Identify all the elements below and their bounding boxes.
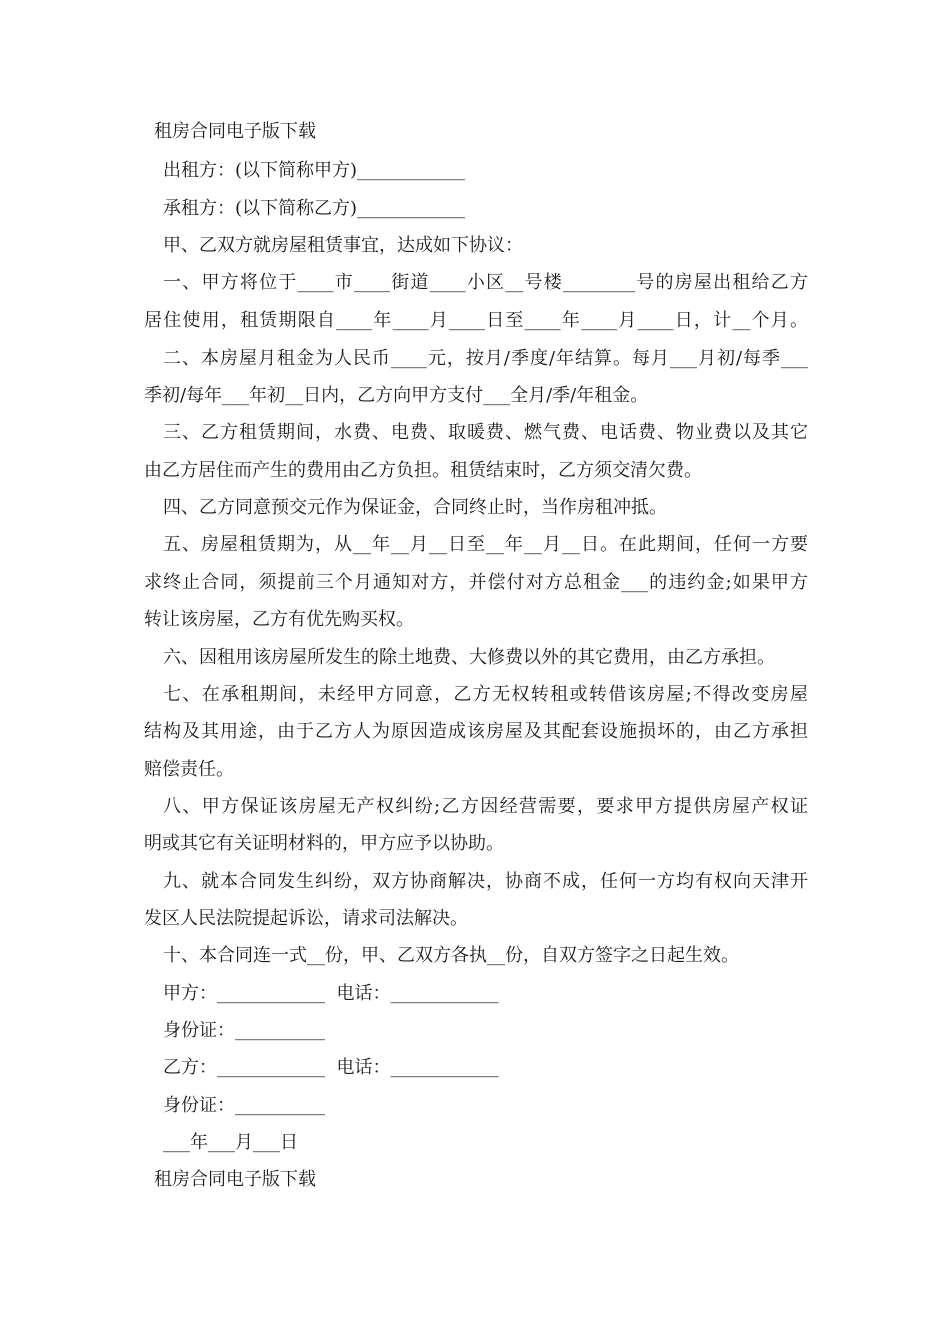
document-footer-title: 租房合同电子版下载	[154, 1169, 316, 1190]
party-a-signature: 甲方：____________ 电话：____________	[163, 983, 499, 1004]
clause-10-line-1: 十、本合同连一式__份，甲、乙双方各执__份，自双方签字之日起生效。	[163, 945, 739, 966]
clause-4-line-1: 四、乙方同意预交元作为保证金，合同终止时，当作房租冲抵。	[163, 497, 667, 518]
clause-3-line-2: 由乙方居住而产生的费用由乙方负担。租赁结束时，乙方须交清欠费。	[144, 460, 702, 481]
clause-7-line-3: 赔偿责任。	[144, 759, 234, 780]
intro-line: 甲、乙双方就房屋租赁事宜，达成如下协议：	[163, 235, 523, 256]
document-title: 租房合同电子版下载	[154, 121, 316, 142]
clause-8-line-1: 八、甲方保证该房屋无产权纠纷;乙方因经营需要，要求甲方提供房屋产权证	[163, 796, 808, 817]
clause-5-line-3: 转让该房屋，乙方有优先购买权。	[144, 609, 414, 630]
clause-1-line-2: 居住使用，租赁期限自____年____月____日至____年____月____日，计__个月。	[144, 310, 808, 331]
clause-6-line-1: 六、因租用该房屋所发生的除土地费、大修费以外的其它费用，由乙方承担。	[163, 647, 775, 668]
clause-2-line-1: 二、本房屋月租金为人民币____元，按月/季度/年结算。每月___月初/每季___	[163, 348, 808, 369]
party-b-signature: 乙方：____________ 电话：____________	[163, 1057, 499, 1078]
clause-9-line-2: 发区人民法院提起诉讼，请求司法解决。	[144, 908, 468, 929]
party-a-id: 身份证：__________	[163, 1020, 325, 1041]
clause-3-line-1: 三、乙方租赁期间，水费、电费、取暖费、燃气费、电话费、物业费以及其它	[163, 422, 808, 443]
clause-5-line-1: 五、房屋租赁期为，从__年__月__日至__年__月__日。在此期间，任何一方要	[163, 534, 808, 555]
party-b-id: 身份证：__________	[163, 1095, 325, 1116]
clause-1-line-1: 一、甲方将位于____市____街道____小区__号楼________号的房屋出租给乙方	[163, 272, 808, 293]
clause-8-line-2: 明或其它有关证明材料的，甲方应予以协助。	[144, 833, 504, 854]
lessee-line: 承租方：(以下简称乙方)____________	[163, 198, 466, 219]
signing-date: ___年___月___日	[163, 1132, 298, 1153]
clause-9-line-1: 九、就本合同发生纠纷，双方协商解决，协商不成，任何一方均有权向天津开	[163, 871, 808, 892]
clause-7-line-2: 结构及其用途，由于乙方人为原因造成该房屋及其配套设施损坏的，由乙方承担	[144, 721, 808, 742]
clause-5-line-2: 求终止合同，须提前三个月通知对方，并偿付对方总租金___的违约金;如果甲方	[144, 572, 808, 593]
clause-2-line-2: 季初/每年___年初__日内，乙方向甲方支付___全月/季/年租金。	[144, 385, 649, 406]
clause-7-line-1: 七、在承租期间，未经甲方同意，乙方无权转租或转借该房屋;不得改变房屋	[163, 684, 808, 705]
lessor-line: 出租方：(以下简称甲方)____________	[163, 160, 466, 181]
